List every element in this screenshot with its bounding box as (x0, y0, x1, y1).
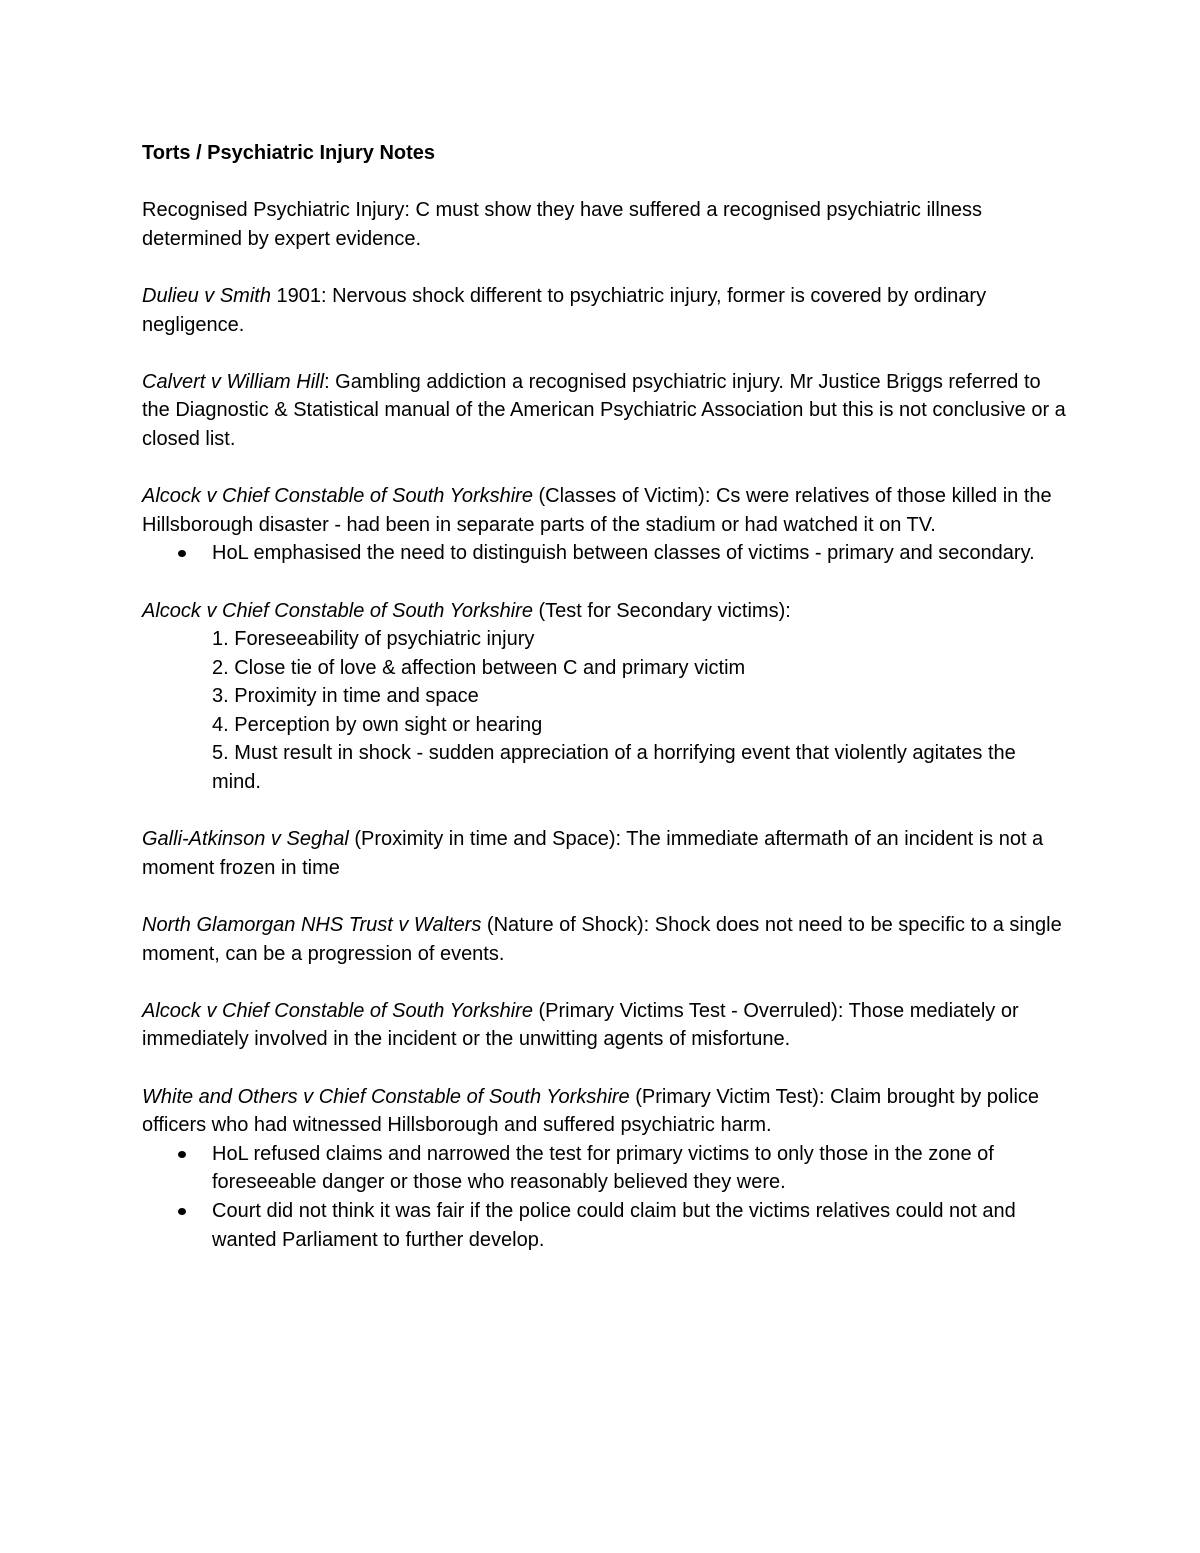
bullet-item: Court did not think it was fair if the police could claim but the victims relatives could not and wanted Parliament to further develop. (212, 1197, 1067, 1254)
recognised-injury-paragraph (142, 196, 1067, 253)
north-glamorgan-text: (Nature of Shock): Shock does not need to be specific to a single moment, can be a progression of events. (142, 914, 1062, 965)
numbered-item: 3. Proximity in time and space (212, 685, 479, 708)
case-name-galli: Galli-Atkinson v Seghal (142, 828, 349, 851)
case-name-dulieu: Dulieu v Smith (142, 284, 271, 307)
case-name-alcock-secondary: Alcock v Chief Constable of South Yorkshire (142, 599, 533, 622)
alcock-primary-paragraph (142, 997, 1067, 1054)
document-page (142, 139, 1067, 1283)
alcock-classes-text: (Classes of Victim): Cs were relatives of those killed in the Hillsborough disaster - had been in separate parts of the stadium or had watched it on TV. (142, 485, 1052, 536)
calvert-paragraph (142, 368, 1067, 454)
galli-paragraph (142, 825, 1067, 882)
alcock-secondary-paragraph (142, 597, 1067, 626)
alcock-classes-paragraph (142, 482, 1067, 539)
numbered-item: 5. Must result in shock - sudden appreciation of a horrifying event that violently agitates the mind. (212, 742, 1016, 794)
north-glamorgan-paragraph (142, 911, 1067, 968)
case-name-white: White and Others v Chief Constable of South Yorkshire (142, 1085, 630, 1108)
bullet-item: HoL emphasised the need to distinguish between classes of victims - primary and secondary. (212, 539, 1067, 568)
numbered-item: 1. Foreseeability of psychiatric injury (212, 628, 535, 651)
calvert-text: : Gambling addiction a recognised psychiatric injury. Mr Justice Briggs referred to the Diagnostic & Statistical manual of the American Psychiatric Association but this is not conclusive or a closed list. (142, 370, 1066, 450)
numbered-item: 2. Close tie of love & affection between C and primary victim (212, 656, 746, 679)
alcock-secondary-text: (Test for Secondary victims): (532, 599, 791, 622)
case-name-alcock-primary: Alcock v Chief Constable of South Yorkshire (142, 999, 533, 1022)
case-name-calvert: Calvert v William Hill (142, 370, 325, 393)
bullet-item: HoL refused claims and narrowed the test for primary victims to only those in the zone of foreseeable danger or those who reasonably believed they were. (212, 1140, 1067, 1197)
dulieu-paragraph (142, 282, 1067, 339)
document-title: Torts / Psychiatric Injury Notes (142, 142, 436, 164)
galli-text: (Proximity in time and Space): The immediate aftermath of an incident is not a moment frozen in time (142, 828, 1044, 879)
white-text: (Primary Victim Test): Claim brought by police officers who had witnessed Hillsborough and suffered psychiatric harm. (142, 1085, 1040, 1137)
alcock-classes-bullet-list (142, 539, 1067, 568)
recognised-injury-text: Recognised Psychiatric Injury: C must show they have suffered a recognised psychiatric illness determined by expert evidence. (142, 199, 983, 250)
case-name-alcock-classes: Alcock v Chief Constable of South Yorkshire (142, 485, 533, 508)
white-bullet-list (142, 1140, 1067, 1254)
secondary-victim-test-list (142, 625, 1067, 797)
numbered-item: 4. Perception by own sight or hearing (212, 713, 543, 736)
dulieu-text: 1901: Nervous shock different to psychiatric injury, former is covered by ordinary negligence. (142, 284, 987, 336)
white-paragraph (142, 1083, 1067, 1140)
case-name-north-glamorgan: North Glamorgan NHS Trust v Walters (142, 914, 482, 937)
alcock-primary-text: (Primary Victims Test - Overruled): Those mediately or immediately involved in the incident or the unwitting agents of misfortune. (142, 999, 1019, 1051)
